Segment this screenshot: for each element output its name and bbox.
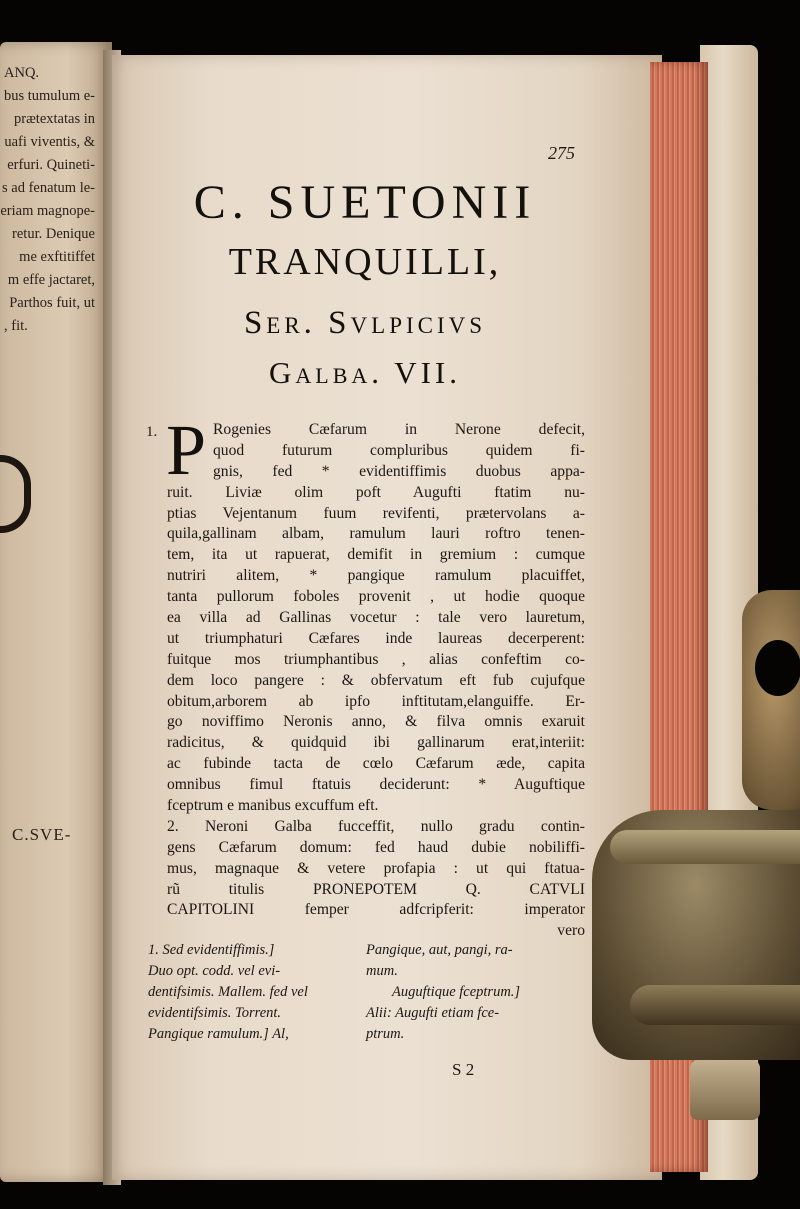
title-book: Galba. VII. — [269, 355, 461, 390]
text-line: tanta pullorum foboles provenit , ut hodie quoque — [167, 588, 585, 606]
text-line: Rogenies Cæfarum in Nerone defecit, — [213, 421, 585, 438]
text-line: radicitus, & quidquid ibi gallinarum erat,interiit: — [167, 734, 585, 752]
footnote-line: evidentifsimis. Torrent. — [148, 1005, 282, 1021]
text-line: ac fubinde tacta de cœlo Cæfarum æde, capita — [167, 755, 585, 773]
text-line: obitum,arborem ab ipfo inftitutam,elanguiffe. Er- — [167, 692, 585, 710]
left-line: ANQ. — [4, 65, 40, 81]
text-line: go noviffimo Neronis anno, & filva omnis exaruit — [167, 713, 585, 731]
text-line: omnibus fimul ftatuis deciderunt: * Auguftique — [167, 776, 585, 794]
footnote-line: Auguftique fceptrum.] — [392, 984, 521, 1000]
left-catchword: C.SVE- — [12, 825, 72, 844]
text-line: ea villa ad Gallinas vocetur : tale vero lauretum, — [167, 609, 585, 627]
page-number: 275 — [548, 143, 575, 163]
left-page-text — [0, 62, 95, 338]
text-line: ut triumphaturi Cæfares inde laureas decerperent: — [167, 629, 585, 647]
text-line: gens Cæfarum domum: fed haud dubie nobiliffi- — [167, 838, 585, 856]
footnote-line: Duo opt. codd. vel evi- — [148, 963, 281, 979]
left-line: eriam magnope- — [0, 203, 95, 219]
left-line: bus tumulum e- — [3, 88, 95, 104]
drop-cap: P — [166, 410, 207, 490]
text-line: CAPITOLINI femper adfcripferit: imperator — [167, 901, 585, 919]
left-line: uafi viventis, & — [4, 134, 95, 150]
clasp-ridge — [630, 985, 800, 1025]
footnotes-left — [148, 940, 363, 1045]
title-subject: Ser. Svlpicivs — [243, 305, 487, 341]
section-number: 1. — [146, 424, 158, 440]
footnote-line: dentifsimis. Mallem. fed vel — [148, 984, 308, 1000]
left-line: prætextatas in — [14, 111, 95, 127]
left-line: retur. Denique — [12, 226, 95, 242]
left-line: me exftitiffet — [19, 249, 95, 265]
clasp-ridge — [610, 830, 800, 864]
footnote-line: ptrum. — [366, 1026, 405, 1042]
signature-mark: S 2 — [452, 1060, 475, 1079]
text-line: fuitque mos triumphantibus , alias confeftim co- — [167, 650, 585, 668]
text-line: dem loco pangere : & obfervatum eft fub cujufque — [167, 671, 585, 689]
left-line: , fit. — [4, 318, 28, 334]
catchword: vero — [557, 922, 585, 940]
text-line: quila,gallinam albam, ramulum lauri roftro tenen- — [167, 525, 585, 543]
text-line: quod futurum compluribus quidem fi- — [213, 441, 585, 459]
footnote-line: Alii: Augufti etiam fce- — [366, 1005, 500, 1021]
footnote-line: 1. Sed evidentiffimis.] — [148, 942, 275, 958]
left-line: erfuri. Quineti- — [7, 157, 95, 173]
left-line: m effe jactaret, — [7, 272, 95, 288]
text-line: ruit. Liviæ olim poft Augufti ftatim nu- — [167, 483, 585, 501]
text-line: gnis, fed * evidentiffimis duobus appa- — [213, 462, 585, 480]
title-cognomen: TRANQUILLI, — [228, 241, 502, 283]
text-line: 2. Neroni Galba fucceffit, nullo gradu contin- — [167, 817, 585, 835]
left-line: s ad fenatum le- — [1, 180, 95, 196]
text-line: ptias Vejentanum fuum revifenti, prætervolans a- — [167, 504, 585, 522]
footnote-line: Pangique, aut, pangi, ra- — [366, 942, 513, 958]
footnotes-right — [366, 940, 586, 1045]
text-line: rũ titulis PRONEPOTEM Q. CATVLI — [167, 880, 585, 898]
clasp-pin — [690, 1060, 760, 1120]
text-line: mus, magnaque & vetere profapia : ut qui ftatua- — [167, 859, 585, 877]
text-line: nutriri alitem, * pangique ramulum placuiffet, — [167, 567, 585, 585]
main-text — [166, 410, 585, 942]
clasp-hole — [755, 640, 800, 696]
title-author: C. SUETONII — [193, 176, 537, 229]
text-line: fceptrum e manibus excuffum eft. — [167, 797, 379, 815]
brass-clasp-top — [742, 590, 800, 810]
footnote-line: mum. — [366, 963, 398, 979]
footnote-line: Pangique ramulum.] Al, — [148, 1026, 289, 1042]
text-line: tem, ita ut rapuerat, demifit in gremium : cumque — [167, 546, 585, 564]
left-line: Parthos fuit, ut — [9, 295, 95, 311]
